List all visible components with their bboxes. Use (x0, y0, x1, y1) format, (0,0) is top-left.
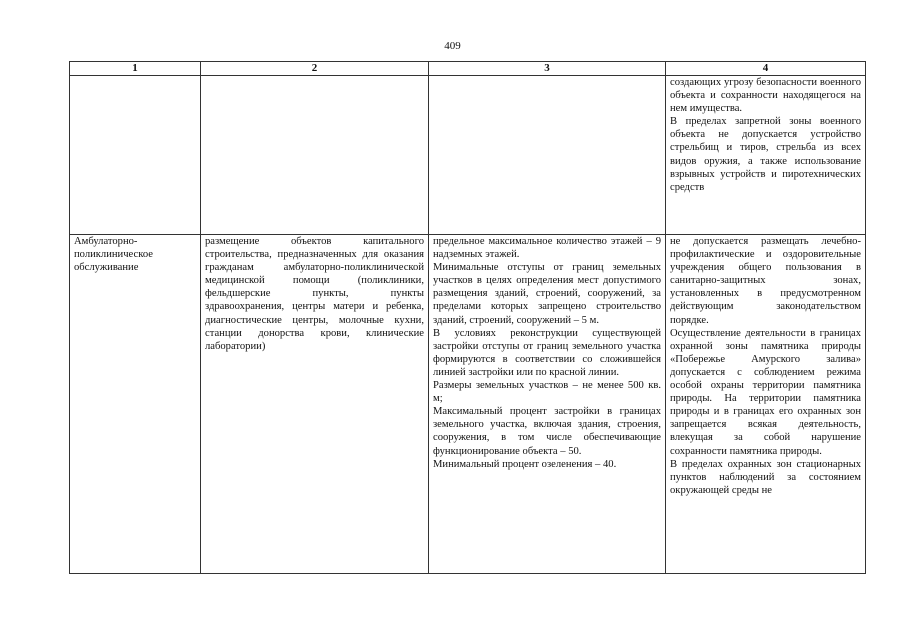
paragraph: Размеры земельных участков – не менее 500 кв. м; (433, 380, 661, 405)
cell-restrictions-continued (666, 76, 866, 235)
paragraph: Осуществление деятельности в границах охранной зоны памятника природы «Побережье Амурского залива» допускается с соблюдением режима особой охраны территории памятника природы. На территории памятника природы и в границах его охранных зон запрещается всякая деятельность, влекущая за собой нарушение сохранности памятника природы. (670, 327, 861, 457)
column-header-1: 1 (70, 62, 201, 76)
regulations-table (69, 61, 866, 574)
cell-restrictions (666, 235, 866, 574)
paragraph: создающих угрозу безопасности военного объекта и сохранности находящегося на нем имущества. (670, 77, 861, 115)
paragraph: Минимальные отступы от границ земельных участков в целях определения мест допустимого размещения зданий, строений, сооружений, за пределами которых запрещено строительство зданий, строений, сооружений – 5 м. (433, 262, 661, 326)
paragraph: В пределах запретной зоны военного объекта не допускается устройство стрельбищ и тиров, стрельба из всех видов оружия, а также использование взрывных устройств и пиротехнических средств (670, 116, 861, 193)
column-header-3: 3 (429, 62, 666, 76)
table-row-outpatient (70, 235, 866, 574)
paragraph: В пределах охранных зон стационарных пунктов наблюдений за состоянием окружающей среды не (670, 458, 861, 496)
table-header-row (70, 62, 866, 76)
cell-empty (70, 76, 201, 235)
cell-empty (429, 76, 666, 235)
paragraph: В условиях реконструкции существующей застройки отступы от границ земельного участка формируются в соответствии со сложившейся линией застройки или по красной линии. (433, 327, 661, 378)
page-number: 409 (444, 40, 461, 52)
paragraph: Минимальный процент озеленения – 40. (433, 458, 617, 470)
cell-use-type: Амбулаторно-поликлиническое обслуживание (70, 235, 201, 574)
paragraph: не допускается размещать лечебно-профилактические и оздоровительные учреждения общего пользования в санитарно-защитных зонах, установленных в предусмотренном действующим законодательством порядке. (670, 236, 861, 326)
table-row-continuation (70, 76, 866, 235)
paragraph: предельное максимальное количество этажей – 9 надземных этажей. (433, 236, 661, 261)
cell-empty (201, 76, 429, 235)
column-header-2: 2 (201, 62, 429, 76)
cell-use-description: размещение объектов капитального строительства, предназначенных для оказания гражданам амбулаторно-поликлинической медицинской помощи (поликлиники, фельдшерские пункты, пункты здравоохранения, центры матери и ребенка, диагностические центры, молочные кухни, станции донорства крови, клинические лаборатории) (201, 235, 429, 574)
paragraph: Максимальный процент застройки в границах земельного участка, включая здания, строения, сооружения, в том числе обеспечивающие функционирование объекта – 50. (433, 406, 661, 457)
column-header-4: 4 (666, 62, 866, 76)
cell-parameters (429, 235, 666, 574)
